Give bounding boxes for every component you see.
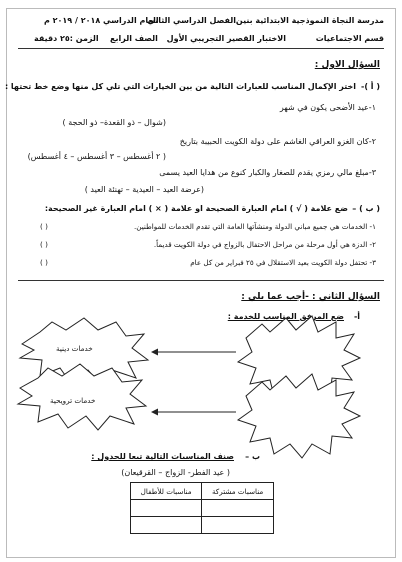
table-header-shared: مناسبات مشتركة xyxy=(202,483,274,500)
school-year: العام الدراسي ٢٠١٨ / ٢٠١٩ م xyxy=(44,16,159,25)
exam-title: الاختبار القصير التجريبي الأول xyxy=(166,34,286,43)
q1-title: السؤال الاول : xyxy=(314,60,380,70)
exam-time: الزمن :٢٥ دقيقة xyxy=(34,34,99,43)
table-cell-shared-2[interactable] xyxy=(202,517,274,534)
q1a-choices-3[interactable]: (عرضة العيد – العيدية – تهنئة العيد ) xyxy=(84,185,204,194)
q2b-words: ( عيد الفطر- الزواج – القرقيعان) xyxy=(121,468,230,477)
q1b-answer-2[interactable]: ( ) xyxy=(40,240,48,249)
table-row xyxy=(131,517,274,534)
q1a-item-2: ٢-كان الغزو العراقي الغاشم على دولة الكويت الحبيبة بتاريخ xyxy=(179,137,376,146)
department: قسم الاجتماعيات xyxy=(315,34,384,43)
q1b-answer-3[interactable]: ( ) xyxy=(40,258,48,267)
table-header-row xyxy=(131,483,274,500)
table-row xyxy=(131,500,274,517)
table-header-children: مناسبات للأطفال xyxy=(131,483,202,500)
grade: الصف الرابع xyxy=(110,34,158,43)
table-cell-children-2[interactable] xyxy=(131,517,202,534)
q1b-item-3: ٣- تحتفل دولة الكويت بعيد الاستقلال في ٢٥ فبراير من كل عام xyxy=(190,258,376,267)
q1b-answer-1[interactable]: ( ) xyxy=(40,222,48,231)
cloud-label-recreational: خدمات ترويحية xyxy=(50,396,96,405)
q2b-label: ب – xyxy=(245,452,260,461)
q1b-item-1: ١- الخدمات هي جميع مباني الدولة ومنشآتها العامة التي تقدم الخدمات للمواطنين. xyxy=(133,222,376,231)
table-cell-children-1[interactable] xyxy=(131,500,202,517)
q1b-item-2: ٢- الدزة هي أول مرحلة من مراحل الاحتفال بالزواج في دولة الكويت قديماً. xyxy=(153,240,376,249)
school-name: مدرسة النجاة النموذجية الابتدائية بنين xyxy=(235,16,384,25)
q1a-label: ( أ )- xyxy=(361,82,380,91)
q1b-instruction: ضع علامة ( √ ) امام العبارة الصحيحة او علامة ( × ) امام العبارة غير الصحيحة: xyxy=(44,204,348,213)
q2a-label: أ- xyxy=(353,312,360,321)
classification-table xyxy=(130,482,274,534)
cloud-label-religious: خدمات دينية xyxy=(56,344,93,353)
q1a-choices-1[interactable]: (شوال – ذو القعدة– ذو الحجة ) xyxy=(62,118,166,127)
q2-title: السؤال الثاني : -أجب عما يلي : xyxy=(241,292,380,302)
q1a-instruction: اختر الإكمال المناسب للعبارات التالية من بين الخيارات التي تلي كل منها وضع خط تحتها : xyxy=(4,82,356,91)
q1a-item-1: ١-عيد الأضحى يكون في شهر xyxy=(279,103,376,112)
table-cell-shared-1[interactable] xyxy=(202,500,274,517)
q1a-item-3: ٣-مبلغ مالي رمزي يقدم للصغار والكبار كنوع من هدايا العيد يسمى xyxy=(159,168,376,177)
q2b-instruction: صنف المناسبات التالية تبعا للجدول : xyxy=(91,452,234,461)
q1b-label: ( ب ) – xyxy=(352,204,380,213)
starburst-answer-2[interactable] xyxy=(238,374,360,458)
q1a-choices-2[interactable]: ( ٢ أغسطس – ٣ أغسطس – ٤ أغسطس) xyxy=(27,152,166,161)
q2a-instruction: ضع المرفق المناسب للخدمة : xyxy=(227,312,344,321)
semester: الفصل الدراسي الثاني xyxy=(147,16,236,25)
